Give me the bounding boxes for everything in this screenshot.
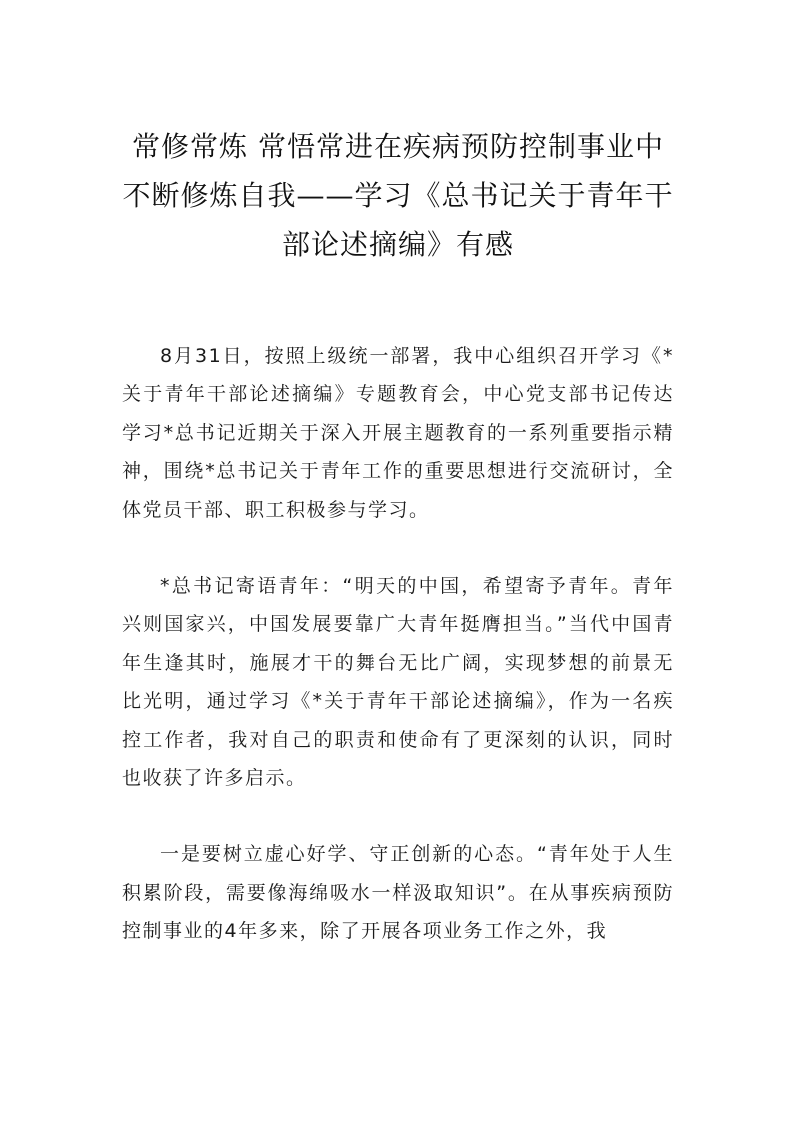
document-title: 常修常炼 常悟常进在疾病预防控制事业中不断修炼自我——学习《总书记关于青年干部论述摘编》有感: [122, 130, 674, 261]
paragraph-3: 一是要树立虚心好学、守正创新的心态。“青年处于人生积累阶段，需要像海绵吸水一样汲取知识”。在从事疾病预防控制事业的4年多来，除了开展各项业务工作之外，我: [122, 843, 674, 943]
paragraph-1: 8月31日，按照上级统一部署，我中心组织召开学习《*关于青年干部论述摘编》专题教育会，中心党支部书记传达学习*总书记近期关于深入开展主题教育的一系列重要指示精神，围绕*总书记关于青年工作的重要思想进行交流研讨，全体党员干部、职工积极参与学习。: [122, 345, 674, 521]
document-body: [122, 337, 674, 989]
paragraph-2: *总书记寄语青年：“明天的中国，希望寄予青年。青年兴则国家兴，中国发展要靠广大青年挺膺担当。”当代中国青年生逢其时，施展才干的舞台无比广阔，实现梦想的前景无比光明，通过学习《*关于青年干部论述摘编》，作为一名疾控工作者，我对自己的职责和使命有了更深刻的认识，同时也收获了许多启示。: [122, 575, 674, 790]
